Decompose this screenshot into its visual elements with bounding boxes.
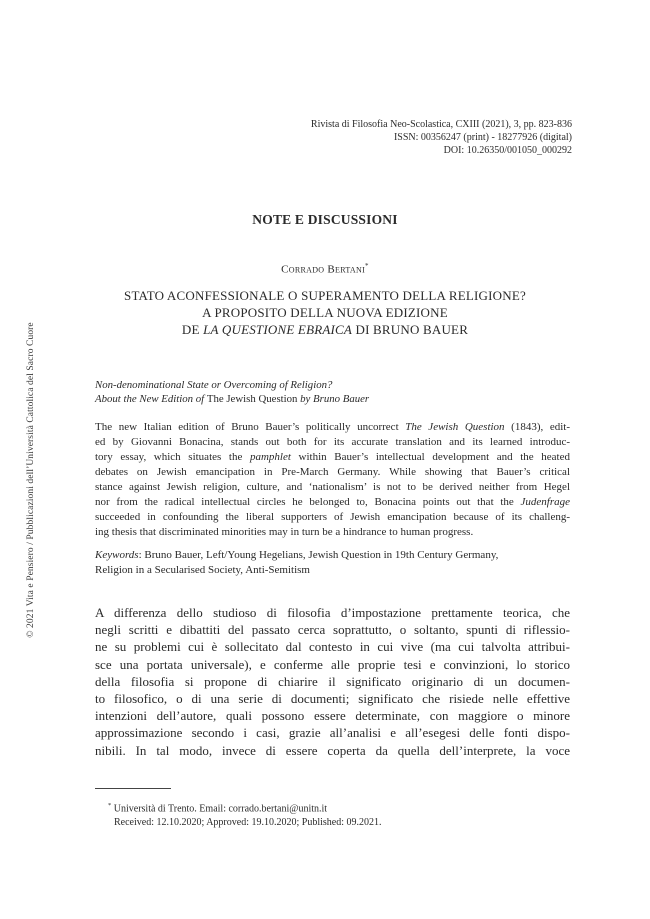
article-title (0, 287, 650, 338)
abstract (95, 420, 570, 540)
abstract-line: debates on Jewish emancipation in Pre-March Germany. While showing that Bauer’s critical (95, 466, 570, 478)
journal-issn: ISSN: 00356247 (print) - 18277926 (digital) (393, 132, 572, 143)
english-title (95, 378, 565, 406)
abstract-line: nor from the radical intellectual circles he belonged to, Bonacina points out that the Judenfrage (95, 496, 570, 508)
keywords (95, 548, 570, 578)
journal-info (311, 118, 572, 157)
section-title: NOTE E DISCUSSIONI (252, 212, 398, 227)
abstract-line: stance against Jewish religion, culture, and ‘nationalism’ is not to be derived neither from Hegel (95, 481, 570, 493)
article-title-line-3 (0, 321, 650, 338)
body-line: intenzioni dell’autore, quali possono essere determinate, con maggiore o minore (95, 708, 570, 724)
body-line: A differenza dello studioso di filosofia d’impostazione prettamente teorica, che (95, 605, 570, 620)
article-title-part: DI BRUNO BAUER (352, 322, 469, 337)
keywords-line-1 (95, 548, 570, 563)
body-line: nibili. In tal modo, invece di essere coperta da quella dell’interprete, la voce (95, 742, 570, 758)
body-text (95, 604, 570, 759)
abstract-line: ed by Giovanni Bonacina, stands out both for its accurate translation and its learned introduc- (95, 436, 570, 448)
body-line: negli scritti e dibattiti del passato cerca soprattutto, o soltanto, spunti di riflessio- (95, 622, 570, 638)
footnote-mark: * (108, 802, 112, 809)
abstract-line: tory essay, which situates the pamphlet within Bauer’s intellectual development and the heated (95, 451, 570, 463)
article-title-book: LA QUESTIONE EBRAICA (203, 322, 353, 337)
author-footnote-mark[interactable]: * (365, 262, 369, 270)
keywords-line-2: Religion in a Secularised Society, Anti-Semitism (95, 564, 310, 576)
article-title-line-2: A PROPOSITO DELLA NUOVA EDIZIONE (202, 305, 448, 320)
keywords-list: : Bruno Bauer, Left/Young Hegelians, Jewish Question in 19th Century Germany, (138, 549, 499, 561)
body-line: sce una portata universale), e conferme alle proprie tesi e convinzioni, lo storico (95, 656, 570, 672)
abstract-line: The new Italian edition of Bruno Bauer’s politically uncorrect The Jewish Question (1843), edit- (95, 421, 570, 433)
footnote-affiliation: Università di Trento. Email: corrado.bertani@unitn.it (111, 803, 328, 815)
english-title-part: About the New Edition of (95, 393, 207, 405)
english-title-line-1: Non-denominational State or Overcoming of Religion? (95, 379, 333, 391)
english-title-book: The Jewish Question (206, 393, 298, 405)
english-title-part: by Bruno Bauer (297, 393, 370, 405)
body-line: to filosofico, o di una serie di documenti; significato che risiede nelle effettive (95, 691, 570, 707)
footnote-line-1 (108, 799, 381, 816)
article-title-line-1: STATO ACONFESSIONALE O SUPERAMENTO DELLA RELIGIONE? (124, 288, 526, 303)
author-name: Corrado Bertani (281, 263, 366, 276)
article-title-part: DE (181, 322, 204, 337)
footnote-separator (95, 788, 171, 789)
keywords-label: Keywords (95, 549, 139, 561)
footnote-line-2: Received: 12.10.2020; Approved: 19.10.2020; Published: 09.2021. (114, 816, 382, 828)
journal-citation: Rivista di Filosofia Neo-Scolastica, CXIII (2021), 3, pp. 823-836 (310, 119, 572, 130)
abstract-line: ing thesis that discriminated minorities may in turn be a hindrance to human progress. (95, 526, 474, 538)
english-title-line-2 (95, 392, 565, 406)
body-line: approssimazione secondo i casi, grazie all’analisi e all’esegesi delle fonti dispo- (95, 725, 570, 741)
journal-doi[interactable]: DOI: 10.26350/001050_000292 (443, 145, 572, 156)
copyright-side-note: © 2021 Vita e Pensiero / Pubblicazioni dell’Università Cattolica del Sacro Cuore (26, 322, 36, 638)
body-line: della filosofia si propone di chiarire il significato originario di un documen- (95, 673, 570, 689)
author (0, 262, 650, 276)
footnote (108, 799, 381, 829)
body-line: ne su problemi cui è sollecitato dal contesto in cui vive (ma cui talvolta attribui- (95, 639, 570, 655)
abstract-line: succeeded in confounding the liberal supporters of Jewish emancipation because of its challeng- (95, 511, 570, 523)
